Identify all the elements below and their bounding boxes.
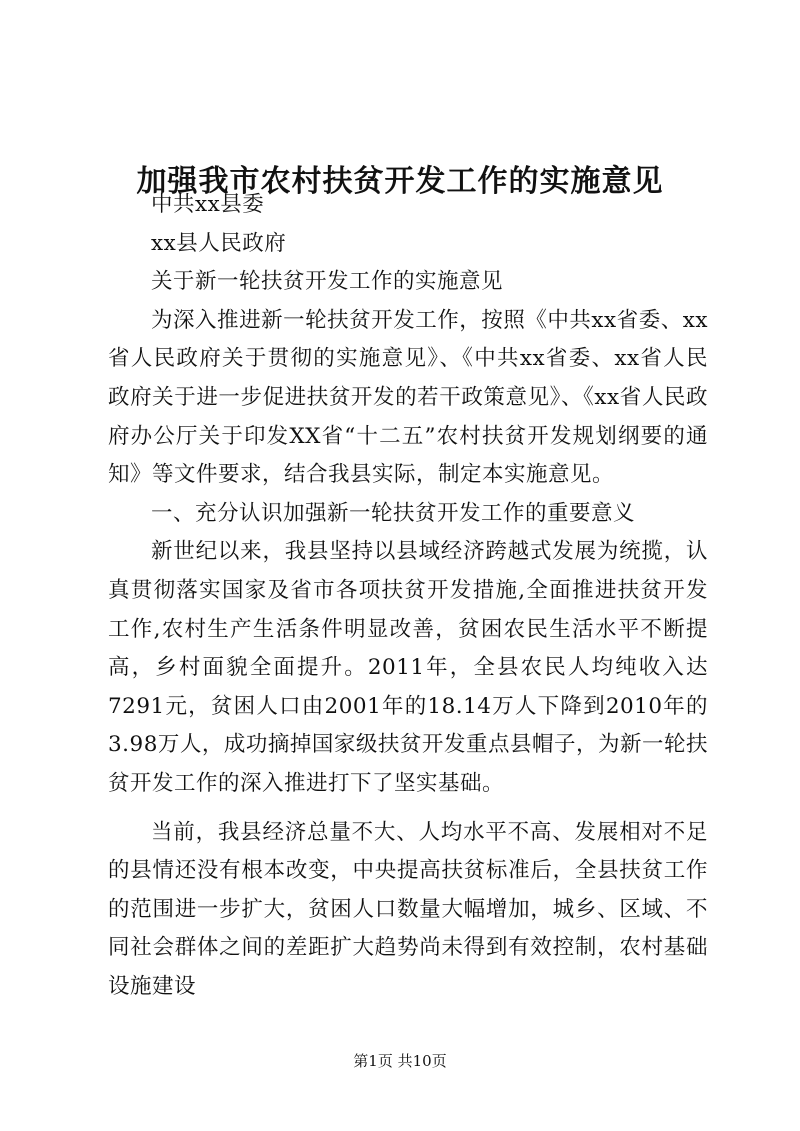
page-number-footer: 第1页 共10页 <box>353 1052 447 1070</box>
document-body <box>108 186 708 1006</box>
intro-paragraph: 为深入推进新一轮扶贫开发工作，按照《中共xx省委、xx省人民政府关于贯彻的实施意见》、《中共xx省委、xx省人民政府关于进一步促进扶贫开发的若干政策意见》、《xx省人民政府办公厅关于印发XX省“十二五”农村扶贫开发规划纲要的通知》等文件要求，结合我县实际，制定本实施意见。 <box>108 307 708 488</box>
issuer-government: xx县人民政府 <box>151 230 287 256</box>
section-heading-1: 一、充分认识加强新一轮扶贫开发工作的重要意义 <box>151 500 636 526</box>
body-paragraph: 新世纪以来，我县坚持以县域经济跨越式发展为统揽，认真贯彻落实国家及省市各项扶贫开发措施,全面推进扶贫开发工作,农村生产生活条件明显改善，贫困农民生活水平不断提高，乡村面貌全面提升。2011年，全县农民人均纯收入达7291元，贫困人口由2001年的18.14万人下降到2010年的3.98万人，成功摘掉国家级扶贫开发重点县帽子，为新一轮扶贫开发工作的深入推进打下了坚实基础。 <box>108 539 708 796</box>
issuer-party-committee: 中共xx县委 <box>151 192 265 217</box>
document-title: 加强我市农村扶贫开发工作的实施意见 <box>136 164 664 200</box>
body-paragraph: 当前，我县经济总量不大、人均水平不高、发展相对不足的县情还没有根本改变，中央提高扶贫标准后，全县扶贫工作的范围进一步扩大，贫困人口数量大幅增加，城乡、区域、不同社会群体之间的差距扩大趋势尚未得到有效控制，农村基础设施建设 <box>108 819 708 999</box>
document-subject: 关于新一轮扶贫开发工作的实施意见 <box>151 269 504 295</box>
